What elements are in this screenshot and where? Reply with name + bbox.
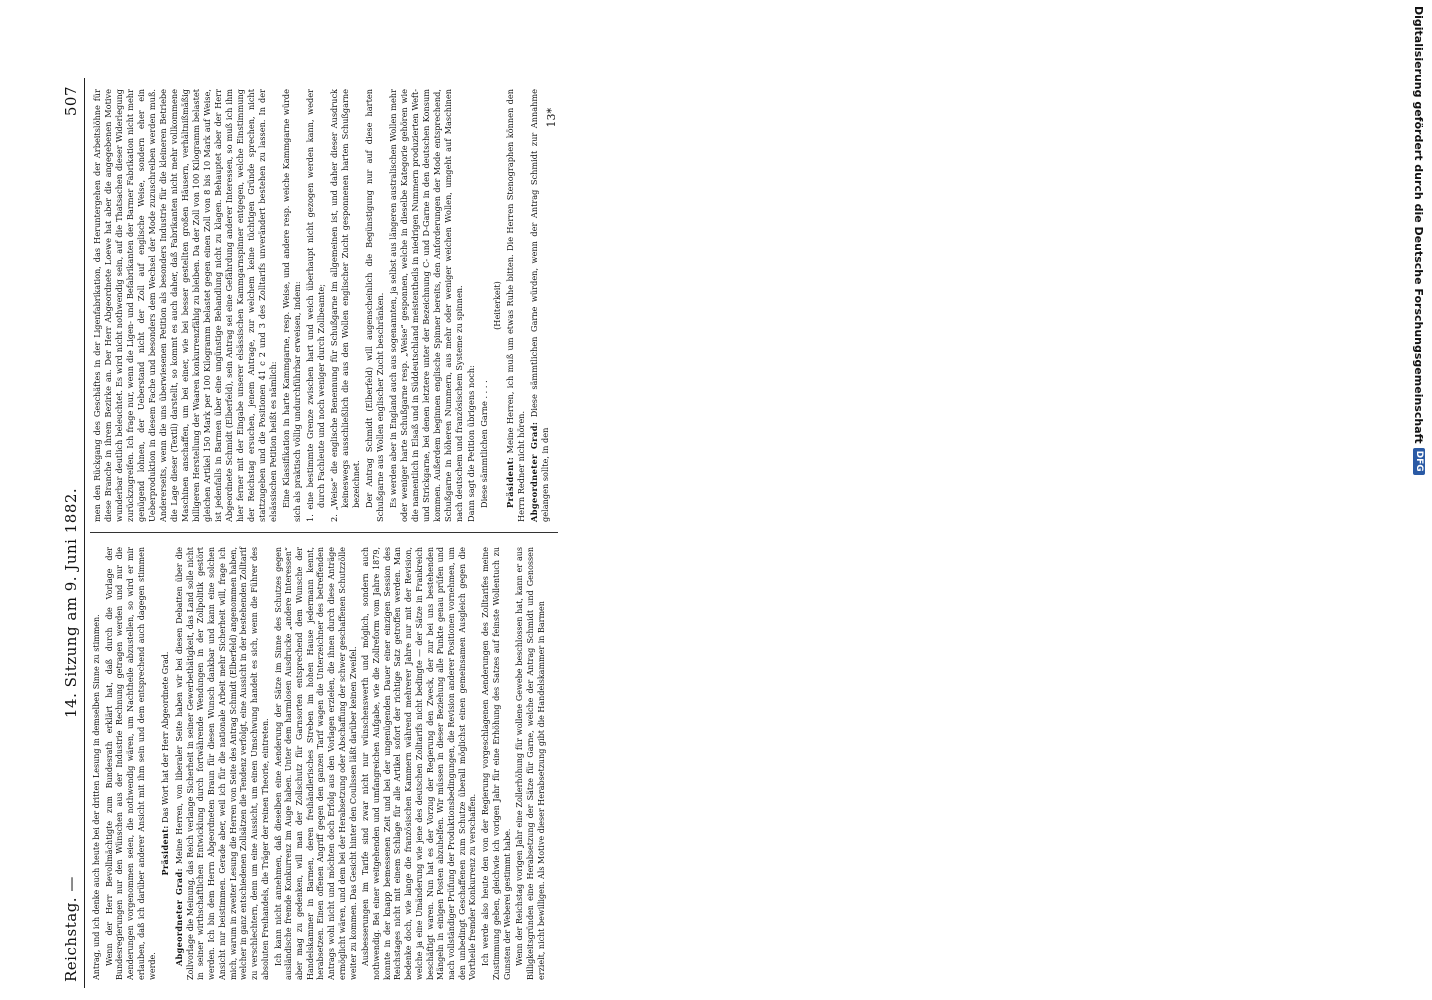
paragraph <box>329 89 362 522</box>
paragraph <box>505 89 527 522</box>
scanned-page <box>60 78 560 988</box>
running-head-center: 14. Sitzung am 9. Juni 1882. <box>62 487 80 718</box>
paragraph-text: Ausbesserungen im Tarife sind zwar nicht nur wünschenswerth und möglich, sondern auch nothwendig. Bei einer weitgehenden und umfangreichen Aufgabe, wie die Zollreform vom Jahre 1879, konnte in der knapp bemessenen Zeit und bei der ungenügenden Dauer einer einzigen Session des Reichstages nicht mit einem Schlage für alle Artikel sofort der richtige Satz getroffen werden. Man bedenke doch, wie lange die französischen Kammern während mehrerer Jahre nur mit der Revision, welche ja eine Umänderung wie jene des deutschen Zolltarifs nicht bedingte — der Sätze in Frankreich beschäftigt waren. Nun hat es der Vorzug der Regierung den Zweck, der zur bei uns bestehenden Mängeln in einigen Posten abzuhelfen. Wir müssen in dieser Beziehung alle Punkte genau prüfen und nach vollständiger Prüfung der Produktionsbedingungen, die Revision anderer Positionen vornehmen, um den unbedingt Geschaffenen zum Schutze überall möglichst einen gemeinsamen Ausgleich gegen die Vortheile fremder Konkurrenz zu verschaffen. <box>361 547 478 980</box>
paragraph <box>479 89 490 522</box>
paragraph-text: Es werden aber in England auch aus sogenannten, ja selbst aus längeren australischen Wollen mehr oder weniger harte Schußgarne resp. „Weise“ gesponnen, welche in dieselbe Kategorie gehören wie die namentlich in Elsaß und in Süddeutschland meistentheils in niedrigen Nummern produzierten Weft- und Strickgarne, bei denen letztere unter der Bezeichnung C- und D-Garne in den deutschen Konsum kommen. Außerdem beginnen englische Spinner bereits, den Anforderungen der Mode entsprechend, Schußgarne in höheren Nummern, aus mehr oder weniger weichen Wollen, umgeht auf Maschinen nach deutschem und französischem Systeme zu spinnen. <box>387 89 464 522</box>
dfg-watermark <box>1412 6 1432 596</box>
paragraph-text: Diese sämmtlichen Garne würden, wenn der Antrag Schmidt zur Annahme gelangen sollte, in den <box>529 89 551 522</box>
paragraph <box>515 547 547 980</box>
paragraph-text: Meine Herren, ich muß um etwas Ruhe bitten. Die Herren Stenographen können den Herrn Redner nicht hören. <box>505 89 527 522</box>
left-column <box>92 547 549 980</box>
signature-mark: 13* <box>545 108 558 128</box>
watermark-text: Digitalisierung gefördert durch die Deutsche Forschungsgemeinschaft <box>1412 6 1426 444</box>
paragraph <box>529 89 551 522</box>
column-divider <box>90 532 558 533</box>
dfg-logo: DFG <box>1413 448 1425 475</box>
paragraph-text: Der Antrag Schmidt (Elberfeld) will augenscheinlich die Begünstigung nur auf diese harten Schußgarne aus Wollen englischer Zucht beschränken. <box>363 89 385 522</box>
paragraph <box>388 89 465 522</box>
paragraph <box>481 547 513 980</box>
paragraph-text: Dann sagt die Petition übrigens noch: <box>466 365 477 522</box>
paragraph <box>492 89 503 522</box>
speaker-label: Präsident: <box>160 825 171 876</box>
paragraph-text: Ich werde also heute den von der Regierung vorgeschlagenen Aenderungen des Zolltarifes meine Zustimmung geben, gleichwie ich vorigen Jahr für eine Erhöhung des Satzes auf feinste Wollentuch zu Gunsten der Weberei gestimmt habe. <box>481 547 512 980</box>
right-column <box>92 89 553 522</box>
paragraph <box>105 547 159 980</box>
paragraph <box>361 547 479 980</box>
paragraph-text: (Heiterkeit) <box>492 281 503 330</box>
paragraph-text: Diese sämmtlichen Garne . . . . <box>479 380 490 508</box>
paragraph-text: Antrag, und ich denke auch heute bei der dritten Lesung in demselben Sinne zu stimmen. <box>92 614 101 980</box>
running-head-left: Reichstag. — <box>62 876 80 982</box>
paragraph-text: Ich kann nicht annehmen, daß dieselben eine Aenderung der Sätze im Sinne des Schutzes gegen ausländische fremde Konkurrenz im Auge haben. Unter dem harmlosen Ausdrucke „andere Interessen“ aber mag zu gedenken, will man der Zollschutz für Garnsorten entsprechend dem Wunsche der Handelskammer in Barmen, deren freihändlerisches Streben im hohen Hause jedermann kennt, herabsetzen. Einen offenen Angriff gegen den ganzen Tarif wagen die Unterzeichner des betreffenden Antrags wohl nicht und möchten doch Erfolg aus den Vorlagen erzielen, die ihnen durch diese Anträge ermöglicht wären, und dem bei der Herabsetzung oder Abschaffung der schwer geschaffenen Schutzzölle weiter zu kommen. Das Gesicht hinter den Coulissen läßt darüber keinen Zweifel. <box>273 547 358 980</box>
paragraph <box>160 547 172 980</box>
speaker-label: Präsident: <box>505 456 516 508</box>
paragraph-text: Wenn der Herr Bevollmächtigte zum Bundesrath erklärt hat, daß durch die Vorlage der Bundesregierungen nur den Wünschen aus der Industrie Rechnung getragen werden und nur die Aenderungen vorgenommen seien, die nothwendig wären, um Nachtheile abzustellen, so wird er mir erlauben, daß ich darüber anderer Ansicht mit ihm sein und dem entsprechend auch dagegen stimmen werde. <box>104 547 157 980</box>
paragraph <box>92 89 279 522</box>
paragraph <box>305 89 327 522</box>
page-header <box>60 78 82 988</box>
paragraph <box>281 89 303 522</box>
paragraph <box>92 547 103 980</box>
header-rule <box>84 78 85 988</box>
paragraph <box>364 89 386 522</box>
paragraph <box>174 547 271 980</box>
paragraph-text: Meine Herren, von liberaler Seite haben wir bei diesen Debatten über die Zollvorlage die Meinung, das Reich verlange Sicherheit in seiner Gewerbethätigkeit, das Land solle nicht in seiner wirthschaftlichen Entwicklung durch fortwährende Wendungen in der Zollpolitik gestört werden. Ich bin dem Herrn Abgeordneten Braun für diesen Wunsch dankbar und kann eine solchen Ansicht nur beistimmen. Gerade aber, weil ich für die nationale Arbeit mehr Sicherheit will, frage ich mich, warum in zweiter Lesung die Herren von Seite des Antrag Schmidt (Elberfeld) angenommen haben, welcher in ganz entschiedenen Zollsätzen die Tendenz verfolgt, eine Aussicht in der bestehenden Zolltarif zu verschlechtern, denn um eine Aussicht, um einen Umschwung handelt es sich, wenn die Führer des absoluten Freihandels, die Träger der reinen Theorie, eintreten. <box>175 547 270 980</box>
speaker-label: Abgeordneter Grad: <box>174 868 185 966</box>
speaker-label: Abgeordneter Grad: <box>529 421 540 522</box>
paragraph-text: 1. eine bestimmte Grenze zwischen hart und weich überhaupt nicht gezogen werden kann, weder durch Fachleute und noch weniger durch Zollbeamte; <box>304 89 326 522</box>
paragraph-text: Wenn der Reichstag vorigen Jahr eine Zollerhöhung für wollene Gewebe beschlossen hat, kann er aus Billigkeitsgründen eine Herabsetzung der Sätze für Garne, welche der Antrag Schmidt und Genossen erzielt, nicht bewilligen. Als Motive dieser Herabsetzung gibt die Handelskammer in Barmen <box>515 547 546 980</box>
paragraph-text: Das Wort hat der Herr Abgeordnete Grad. <box>161 651 171 823</box>
paragraph <box>274 547 360 980</box>
paragraph-text: Eine Klassifikation in harte Kammgarne, resp. Weise, und andere resp. weiche Kammgarne würde sich als praktisch völlig undurchführbar erweisen, indem: <box>280 89 302 522</box>
paragraph-text: men den Rückgang des Geschäftes in der Ligenfabrikation, das Heruntergehen der Arbeitslöhne für diese Branche in ihrem Bezirke an. Der Herr Abgeordnete Loewe hat aber die angegebenen Motive wunderbar deutlich beleuchtet. Es wird nicht nothwendig sein, auf die Thatsachen dieser Widerlegung zurückzugreifen. Ich frage nur, wenn die Ligen- und Befabrikanten der Barmer Fabrikation nicht mehr genügend lohnen, der Ueberstand nicht der Zoll auf englische Weise, sondern eher ein Ueberproduktion in diesem Fache und besonders dem Wechsel der Mode zuzuschreiben werden muß. Andererseits, wenn die uns überwiesenen Petition als besonders Industrie für die kleineren Betriebe die Lage dieser (Textil) darstellt, so kommt es auch daher, daß Fabrikanten nicht mehr vollkommene Maschinen anschaffen, um bei einer, wie bei besser gestellten großen Häusern, verhältnißmäßig billigeren Herstellung der Waaren konkurrenzfähig zu bleiben. Da der Zoll von 100 Kilogramm belastet gleichen Artikel 150 Mark per 100 Kilogramm belastet gegen einen Zoll von 8 bis 10 Mark auf Weise, ist jedenfalls in Barmen über eine ungünstige Behandlung nicht zu klagen. Behauptet aber der Herr Abgeordnete Schmidt (Elberfeld), sein Antrag sei eine Gefährdung anderer Interessen, so muß ich ihm hier ferner mit der Eingabe unserer elsässischen Kammgarnspinner entgegen, welche Einstimmung der Reichstag ersuchen, jenem Antrage, zur welchem keine tüchtigen Gründe sprechen, nicht stattzugeben und die Positionen 41 c 2 und 3 des Zolltarifs unverändert bestehen zu lassen. In der elsässischen Petition heißt es nämlich: <box>92 89 278 522</box>
paragraph <box>466 89 477 522</box>
paragraph-text: 2. „Weise“ die englische Benennung für Schußgarne im allgemeinen ist, und daher dieser Ausdruck keineswegs ausschließlich die aus den Wollen englischer Zucht gesponnenen harten Schußgarne bezeichnet. <box>328 89 361 522</box>
page-number: 507 <box>62 86 80 117</box>
